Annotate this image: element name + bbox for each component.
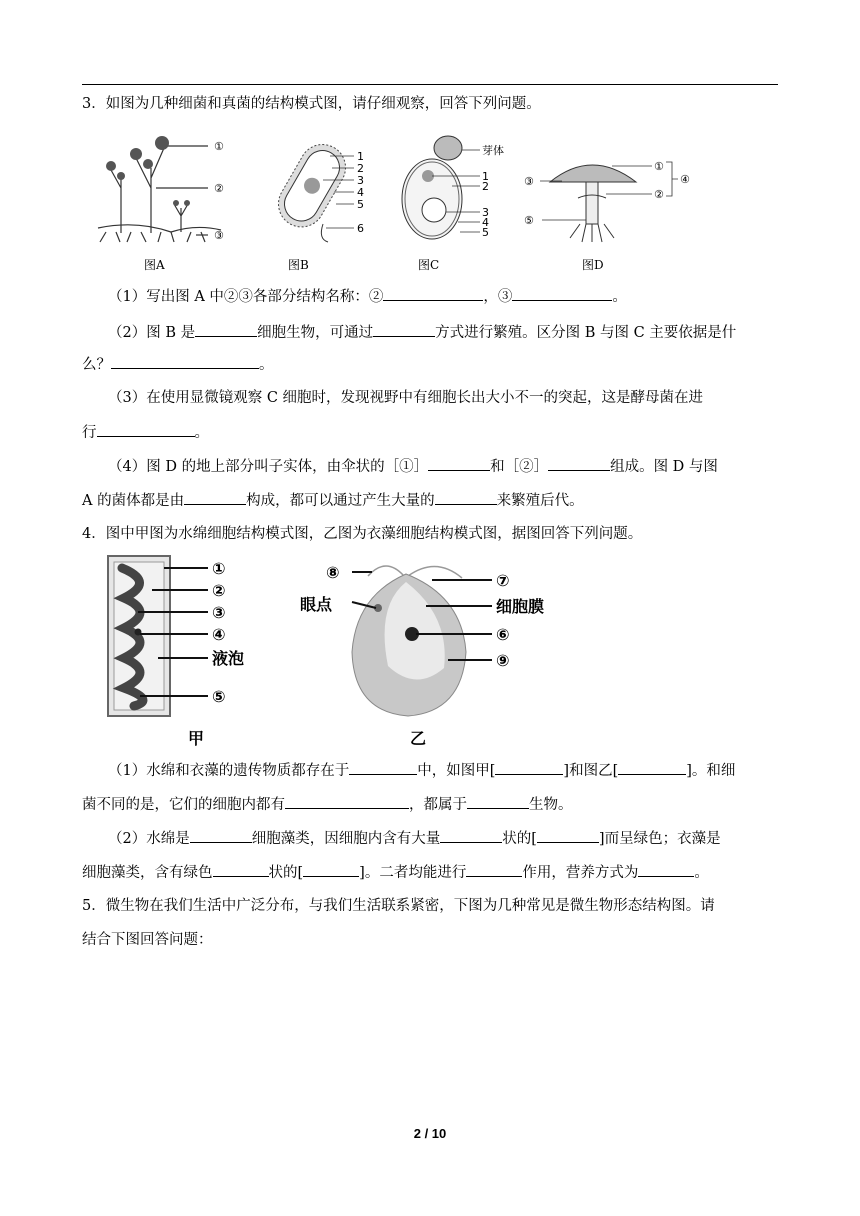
q4-sub1-text-e: 菌不同的是，它们的细胞内都有	[82, 797, 285, 813]
answer-blank[interactable]	[428, 456, 490, 471]
q4-sub1-text-d: ]。和细	[686, 763, 736, 779]
figa-label-1: ①	[214, 140, 224, 153]
yi-label-6: ⑥	[496, 625, 510, 644]
figc-bud-label: 芽体	[482, 144, 504, 157]
jia-label-vacuole: 液泡	[212, 649, 245, 668]
q4-sub2-text-b: 细胞藻类，因细胞内含有大量	[251, 831, 441, 847]
answer-blank[interactable]	[440, 828, 502, 843]
q3-sub3-line1: （3）在使用显微镜观察 C 细胞时，发现视野中有细胞长出大小不一的突起，这是酵母菌在进	[108, 390, 704, 406]
figb-label-5: 5	[357, 198, 364, 211]
answer-blank[interactable]	[548, 456, 610, 471]
figc-label-4: 4	[482, 216, 489, 229]
page-number: 2 / 10	[413, 1126, 447, 1141]
answer-blank[interactable]	[537, 828, 599, 843]
q3-sub2-line1	[82, 322, 804, 343]
header-rule	[82, 84, 778, 85]
yi-label-8: ⑧	[326, 563, 340, 582]
figb-caption: 图B	[288, 258, 309, 272]
answer-blank[interactable]	[285, 794, 409, 809]
figb-label-3: 3	[357, 174, 364, 187]
yi-label-9: ⑨	[496, 651, 510, 670]
q4-sub2-text-g: ]。二者均能进行	[359, 865, 467, 881]
figure-b	[268, 134, 378, 244]
q4-sub2-text-c: 状的[	[502, 831, 537, 847]
answer-blank[interactable]	[213, 862, 269, 877]
q4-sub1-text-c: ]和图乙[	[563, 763, 619, 779]
figure-yi	[296, 556, 566, 722]
q3-sub4-text-d: A 的菌体都是由	[82, 493, 185, 509]
figb-label-1: 1	[357, 150, 364, 163]
jia-label-3: ③	[212, 603, 226, 622]
answer-blank[interactable]	[184, 490, 246, 505]
yi-label-7: ⑦	[496, 571, 510, 590]
answer-blank[interactable]	[467, 794, 529, 809]
q3-sub3-text-b: 行	[82, 425, 97, 441]
figure-a	[96, 128, 246, 248]
figc-label-5: 5	[482, 226, 489, 239]
jia-label-5: ⑤	[212, 687, 226, 706]
answer-blank[interactable]	[111, 354, 259, 369]
q3-sub1-text-c: 。	[612, 289, 627, 305]
answer-blank[interactable]	[349, 760, 417, 775]
yi-label-eyespot: 眼点	[300, 595, 333, 614]
figure-c	[396, 134, 516, 246]
q4-sub2-text-a: （2）水绵是	[108, 831, 190, 847]
jia-label-1: ①	[212, 559, 226, 578]
q3-sub3-text-c: 。	[194, 425, 209, 441]
figd-caption: 图D	[582, 258, 604, 272]
q4-stem: 4．图中甲图为水绵细胞结构模式图，乙图为衣藻细胞结构模式图，据图回答下列问题。	[82, 526, 643, 542]
q3-sub4-text-b: 和［②］	[490, 459, 549, 475]
jia-label-4: ④	[212, 625, 226, 644]
figc-label-3: 3	[482, 206, 489, 219]
q3-sub1-text-b: ，③	[483, 289, 513, 305]
answer-blank[interactable]	[495, 760, 563, 775]
q3-sub4-text-f: 来繁殖后代。	[496, 493, 584, 509]
jia-label-2: ②	[212, 581, 226, 600]
q3-sub4-text-a: （4）图 D 的地上部分叫子实体，由伞状的［①］	[108, 459, 429, 475]
q3-sub3-line2	[82, 422, 778, 443]
q4-sub1-text-b: 中，如图甲[	[417, 763, 496, 779]
answer-blank[interactable]	[383, 286, 483, 301]
q3-sub2-text-d: 么？	[82, 357, 111, 373]
figa-label-3: ③	[214, 229, 224, 242]
q4-sub2-text-e: 细胞藻类，含有绿色	[82, 865, 213, 881]
answer-blank[interactable]	[638, 862, 694, 877]
answer-blank[interactable]	[195, 322, 257, 337]
figb-label-4: 4	[357, 186, 364, 199]
figb-label-6: 6	[357, 222, 364, 235]
answer-blank[interactable]	[512, 286, 612, 301]
jia-caption: 甲	[188, 729, 205, 748]
answer-blank[interactable]	[303, 862, 359, 877]
q4-sub1-line2	[82, 794, 778, 815]
answer-blank[interactable]	[618, 760, 686, 775]
q4-sub1-text-a: （1）水绵和衣藻的遗传物质都存在于	[108, 763, 350, 779]
q4-sub1-text-f: ，都属于	[409, 797, 467, 813]
q4-sub2-text-f: 状的[	[268, 865, 304, 881]
answer-blank[interactable]	[435, 490, 497, 505]
q4-sub2-line2	[82, 862, 778, 883]
q3-sub2-text-a: （2）图 B 是	[108, 325, 196, 341]
q3-sub4-text-e: 构成，都可以通过产生大量的	[246, 493, 435, 509]
figd-label-1: ①	[654, 160, 664, 173]
figd-label-3: ③	[524, 175, 534, 188]
q3-sub2-text-e: 。	[259, 357, 274, 373]
answer-blank[interactable]	[373, 322, 435, 337]
q3-sub2-line2	[82, 354, 778, 375]
answer-blank[interactable]	[190, 828, 252, 843]
figc-label-1: 1	[482, 170, 489, 183]
q3-sub1	[82, 286, 804, 307]
q3-sub4-text-c: 组成。图 D 与图	[610, 459, 718, 475]
yi-caption: 乙	[410, 729, 427, 748]
answer-blank[interactable]	[97, 422, 195, 437]
q3-sub4-line2	[82, 490, 778, 511]
q3-stem: 3．如图为几种细菌和真菌的结构模式图，请仔细观察，回答下列问题。	[82, 96, 541, 112]
figb-label-2: 2	[357, 162, 364, 175]
figa-label-2: ②	[214, 182, 224, 195]
answer-blank[interactable]	[466, 862, 522, 877]
figd-label-5: ⑤	[524, 214, 534, 227]
q4-sub2-text-d: ]而呈绿色；衣藻是	[598, 831, 721, 847]
figure-d	[520, 150, 720, 250]
q4-sub1-text-g: 生物。	[529, 797, 573, 813]
q3-sub4-line1	[82, 456, 804, 477]
q5-stem-line2: 结合下图回答问题：	[82, 932, 213, 948]
q4-sub2-line1	[82, 828, 804, 849]
figure-jia	[104, 554, 264, 718]
figa-caption: 图A	[144, 258, 165, 272]
figc-caption: 图C	[418, 258, 440, 272]
q5-stem-line1: 5．微生物在我们生活中广泛分布，与我们生活联系紧密，下图为几种常见是微生物形态结构图。请	[82, 898, 715, 914]
yi-label-membrane: 细胞膜	[496, 597, 545, 616]
q4-sub1-line1	[82, 760, 804, 781]
q3-sub1-text-a: （1）写出图 A 中②③各部分结构名称：②	[108, 289, 384, 305]
q4-sub2-text-h: 作用，营养方式为	[522, 865, 639, 881]
figd-label-2: ②	[654, 188, 664, 201]
q4-sub2-text-i: 。	[694, 865, 709, 881]
q3-sub2-text-c: 方式进行繁殖。区分图 B 与图 C 主要依据是什	[435, 325, 737, 341]
figc-label-2: 2	[482, 180, 489, 193]
q3-sub2-text-b: 细胞生物，可通过	[257, 325, 374, 341]
figd-label-4: ④	[680, 173, 690, 186]
